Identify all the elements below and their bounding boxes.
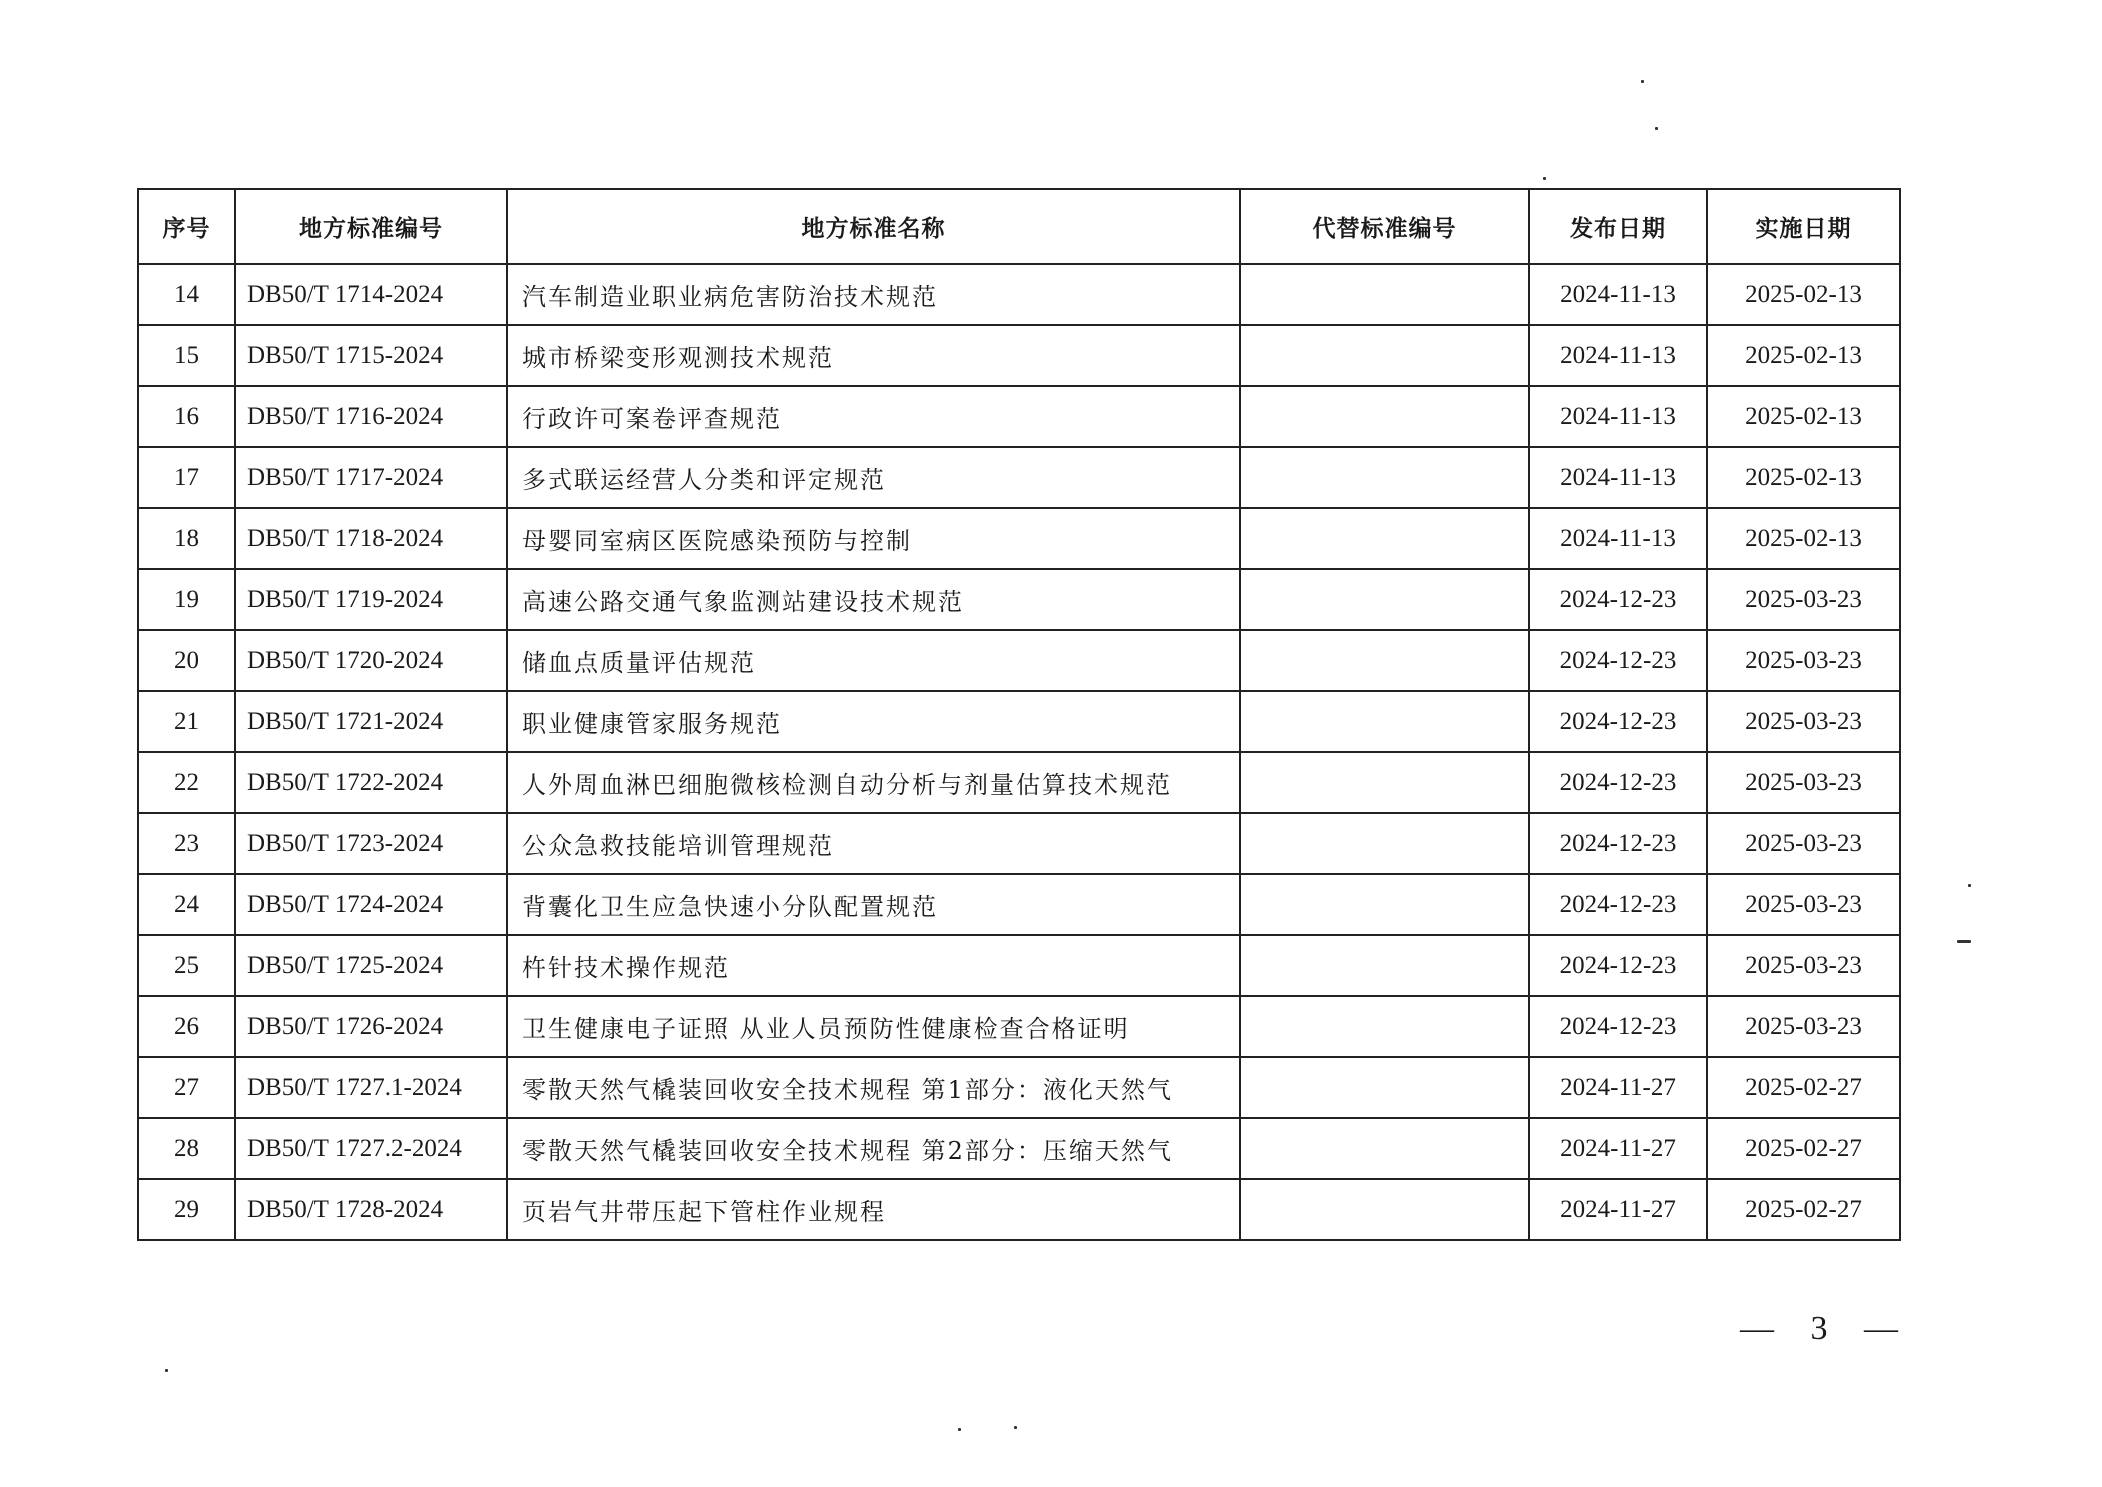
table-row [138,752,1900,813]
cell-replaced-code [1240,508,1529,569]
page-number: — 3 — [1740,1310,1912,1347]
cell-standard-code: DB50/T 1719-2024 [235,569,507,630]
cell-standard-name: 行政许可案卷评查规范 [507,386,1240,447]
cell-effective-date: 2025-02-27 [1707,1118,1900,1179]
cell-effective-date: 2025-02-13 [1707,325,1900,386]
cell-standard-name: 多式联运经营人分类和评定规范 [507,447,1240,508]
scan-speck [165,1369,168,1372]
header-seq: 序号 [138,189,235,264]
table-row [138,569,1900,630]
table-row [138,447,1900,508]
cell-seq: 14 [138,264,235,325]
table-row [138,874,1900,935]
cell-replaced-code [1240,1179,1529,1240]
cell-seq: 18 [138,508,235,569]
cell-replaced-code [1240,996,1529,1057]
cell-replaced-code [1240,752,1529,813]
table-row [138,691,1900,752]
cell-standard-code: DB50/T 1728-2024 [235,1179,507,1240]
cell-standard-code: DB50/T 1718-2024 [235,508,507,569]
cell-publish-date: 2024-12-23 [1529,691,1707,752]
cell-standard-code: DB50/T 1716-2024 [235,386,507,447]
cell-publish-date: 2024-12-23 [1529,996,1707,1057]
header-standard-name: 地方标准名称 [507,189,1240,264]
cell-replaced-code [1240,447,1529,508]
cell-standard-name: 储血点质量评估规范 [507,630,1240,691]
scan-speck [958,1428,961,1431]
cell-effective-date: 2025-02-27 [1707,1057,1900,1118]
table-row [138,935,1900,996]
cell-standard-code: DB50/T 1717-2024 [235,447,507,508]
cell-seq: 28 [138,1118,235,1179]
scan-speck [1968,884,1971,887]
cell-standard-code: DB50/T 1721-2024 [235,691,507,752]
cell-standard-name: 汽车制造业职业病危害防治技术规范 [507,264,1240,325]
table-row [138,325,1900,386]
cell-standard-code: DB50/T 1714-2024 [235,264,507,325]
cell-seq: 29 [138,1179,235,1240]
header-publish-date: 发布日期 [1529,189,1707,264]
table-row [138,386,1900,447]
table-row [138,1179,1900,1240]
scan-speck [1014,1426,1017,1429]
cell-replaced-code [1240,1057,1529,1118]
cell-publish-date: 2024-12-23 [1529,752,1707,813]
cell-standard-code: DB50/T 1723-2024 [235,813,507,874]
cell-standard-code: DB50/T 1727.1-2024 [235,1057,507,1118]
cell-effective-date: 2025-03-23 [1707,691,1900,752]
cell-publish-date: 2024-11-13 [1529,264,1707,325]
cell-seq: 25 [138,935,235,996]
cell-standard-name: 母婴同室病区医院感染预防与控制 [507,508,1240,569]
cell-replaced-code [1240,325,1529,386]
cell-standard-code: DB50/T 1715-2024 [235,325,507,386]
cell-effective-date: 2025-03-23 [1707,935,1900,996]
cell-replaced-code [1240,813,1529,874]
table-row [138,1118,1900,1179]
cell-standard-code: DB50/T 1725-2024 [235,935,507,996]
cell-publish-date: 2024-11-27 [1529,1118,1707,1179]
cell-publish-date: 2024-11-27 [1529,1057,1707,1118]
table-header [138,189,1900,264]
cell-standard-name: 页岩气井带压起下管柱作业规程 [507,1179,1240,1240]
cell-effective-date: 2025-02-13 [1707,447,1900,508]
cell-standard-name: 卫生健康电子证照 从业人员预防性健康检查合格证明 [507,996,1240,1057]
cell-publish-date: 2024-12-23 [1529,935,1707,996]
table-row [138,264,1900,325]
cell-standard-name: 公众急救技能培训管理规范 [507,813,1240,874]
cell-effective-date: 2025-03-23 [1707,874,1900,935]
cell-replaced-code [1240,569,1529,630]
header-replaced-code: 代替标准编号 [1240,189,1529,264]
cell-seq: 26 [138,996,235,1057]
cell-replaced-code [1240,264,1529,325]
cell-replaced-code [1240,691,1529,752]
cell-effective-date: 2025-03-23 [1707,630,1900,691]
cell-standard-name: 职业健康管家服务规范 [507,691,1240,752]
cell-effective-date: 2025-02-27 [1707,1179,1900,1240]
cell-standard-name: 杵针技术操作规范 [507,935,1240,996]
cell-effective-date: 2025-02-13 [1707,264,1900,325]
cell-replaced-code [1240,935,1529,996]
cell-publish-date: 2024-11-13 [1529,508,1707,569]
header-row [138,189,1900,264]
cell-publish-date: 2024-12-23 [1529,813,1707,874]
cell-standard-name: 背囊化卫生应急快速小分队配置规范 [507,874,1240,935]
cell-replaced-code [1240,630,1529,691]
cell-seq: 19 [138,569,235,630]
cell-publish-date: 2024-11-13 [1529,447,1707,508]
cell-standard-code: DB50/T 1720-2024 [235,630,507,691]
scan-speck [1655,127,1658,130]
cell-seq: 16 [138,386,235,447]
cell-publish-date: 2024-12-23 [1529,630,1707,691]
scan-speck [1641,80,1644,83]
cell-publish-date: 2024-11-13 [1529,386,1707,447]
cell-standard-code: DB50/T 1726-2024 [235,996,507,1057]
cell-standard-name: 城市桥梁变形观测技术规范 [507,325,1240,386]
cell-standard-name: 高速公路交通气象监测站建设技术规范 [507,569,1240,630]
cell-replaced-code [1240,1118,1529,1179]
header-effective-date: 实施日期 [1707,189,1900,264]
cell-effective-date: 2025-02-13 [1707,508,1900,569]
standards-table [137,188,1901,1241]
cell-standard-code: DB50/T 1727.2-2024 [235,1118,507,1179]
cell-effective-date: 2025-03-23 [1707,752,1900,813]
table-row [138,508,1900,569]
cell-standard-name: 人外周血淋巴细胞微核检测自动分析与剂量估算技术规范 [507,752,1240,813]
cell-effective-date: 2025-02-13 [1707,386,1900,447]
cell-seq: 27 [138,1057,235,1118]
table-row [138,630,1900,691]
table-body [138,264,1900,1240]
cell-replaced-code [1240,386,1529,447]
cell-seq: 24 [138,874,235,935]
cell-standard-code: DB50/T 1722-2024 [235,752,507,813]
cell-standard-name: 零散天然气橇装回收安全技术规程 第2部分：压缩天然气 [507,1118,1240,1179]
table-row [138,813,1900,874]
table-row [138,1057,1900,1118]
cell-seq: 23 [138,813,235,874]
cell-effective-date: 2025-03-23 [1707,813,1900,874]
cell-publish-date: 2024-11-13 [1529,325,1707,386]
header-standard-code: 地方标准编号 [235,189,507,264]
cell-publish-date: 2024-12-23 [1529,874,1707,935]
cell-publish-date: 2024-11-27 [1529,1179,1707,1240]
scan-speck [1957,940,1971,943]
cell-replaced-code [1240,874,1529,935]
cell-standard-name: 零散天然气橇装回收安全技术规程 第1部分：液化天然气 [507,1057,1240,1118]
cell-effective-date: 2025-03-23 [1707,569,1900,630]
cell-publish-date: 2024-12-23 [1529,569,1707,630]
cell-standard-code: DB50/T 1724-2024 [235,874,507,935]
cell-seq: 21 [138,691,235,752]
cell-effective-date: 2025-03-23 [1707,996,1900,1057]
table-row [138,996,1900,1057]
cell-seq: 15 [138,325,235,386]
cell-seq: 17 [138,447,235,508]
cell-seq: 22 [138,752,235,813]
cell-seq: 20 [138,630,235,691]
scan-speck [1543,177,1546,180]
